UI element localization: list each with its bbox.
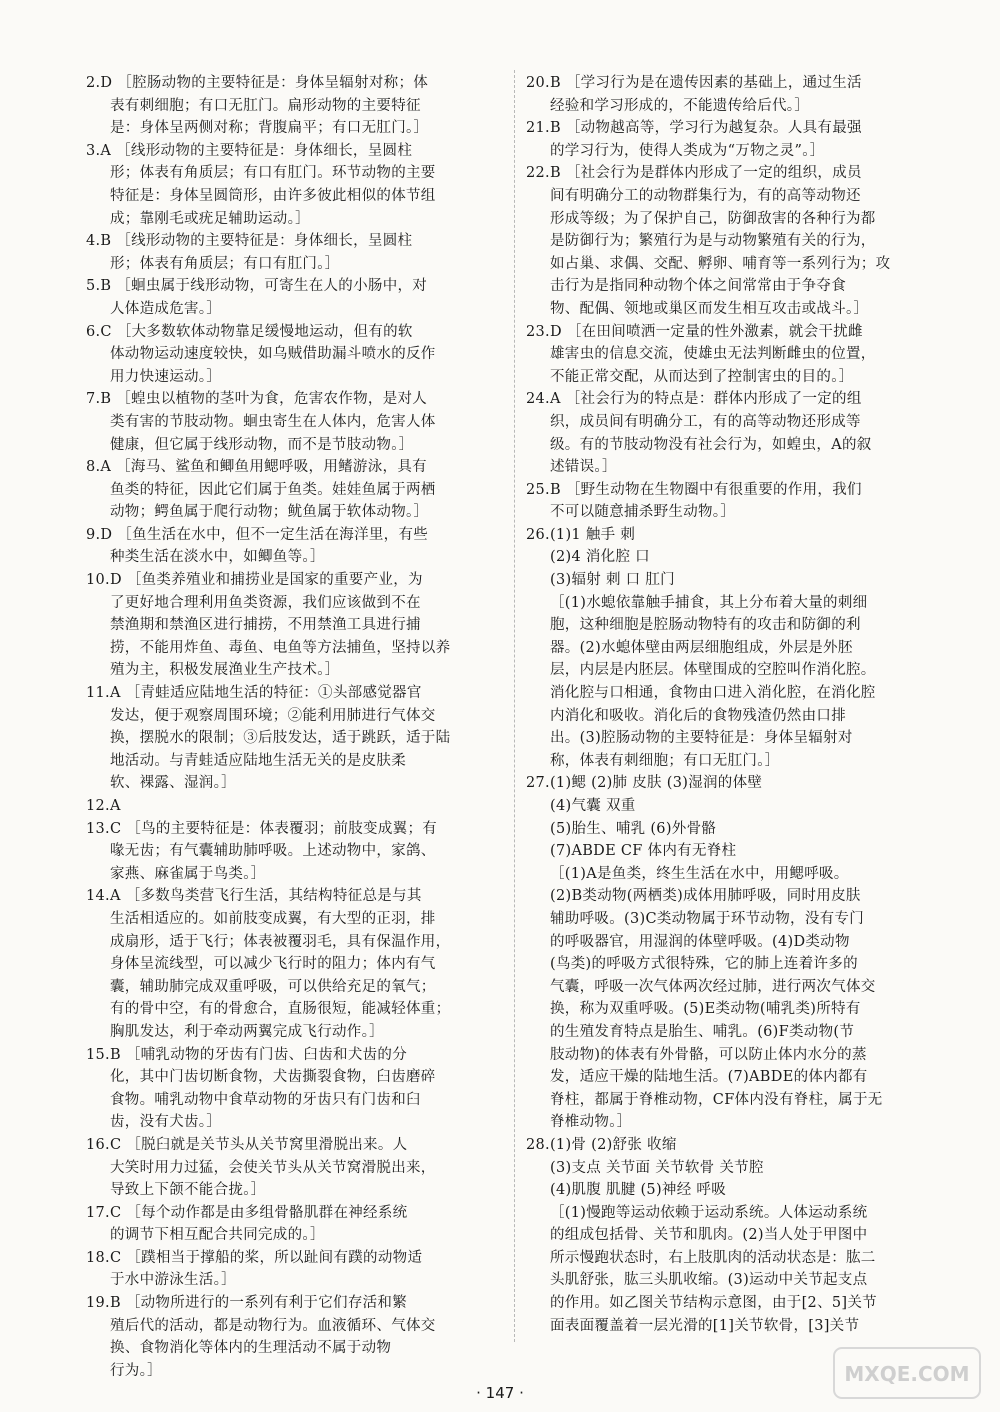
answer-line: 10.D ［鱼类养殖业和捕捞业是国家的重要产业，为 [86, 572, 423, 589]
answer-line: 16.C ［脱臼就是关节头从关节窝里滑脱出来。人 [86, 1136, 408, 1153]
answer-line: 3.A ［线形动物的主要特征是：身体细长，呈圆柱 [86, 142, 413, 159]
answer-line: 体动物运动速度较快，如乌贼借助漏斗喷水的反作 [110, 346, 436, 363]
answer-line: (7)ABDE CF 体内有无脊柱 [550, 843, 737, 860]
answer-entry [86, 524, 506, 569]
answer-line: 类有害的节肢动物。蛔虫寄生在人体内，危害人体 [110, 413, 436, 430]
answer-line: 经验和学习形成的，不能遗传给后代。］ [550, 97, 810, 114]
answer-line: 消化腔与口相通，食物由口进入消化腔，在消化腔 [550, 685, 876, 702]
answer-line: 面表面覆盖着一层光滑的[1]关节软骨，[3]关节 [550, 1317, 860, 1334]
answer-line: 6.C ［大多数软体动物靠足缓慢地运动，但有的软 [86, 323, 413, 340]
answer-line: (5)胎生、哺乳 (6)外骨骼 [550, 820, 717, 837]
answer-entry [526, 321, 954, 389]
answer-line: 的组成包括骨、关节和肌肉。(2)当人处于甲图中 [550, 1227, 868, 1244]
watermark-logo [832, 1346, 982, 1400]
answer-line: 囊，辅助肺完成双重呼吸，可以供给充足的氧气； [110, 978, 436, 995]
answer-line: 2.D ［腔肠动物的主要特征是：身体呈辐射对称；体 [86, 75, 429, 91]
page-number: · 147 · [476, 1384, 524, 1402]
answer-line: 19.B ［动物所进行的一系列有利于它们存活和繁 [86, 1295, 408, 1312]
answer-line: 4.B ［线形动物的主要特征是：身体细长，呈圆柱 [86, 233, 413, 250]
answer-line: (4)气囊 双重 [550, 798, 636, 814]
left-column [86, 72, 506, 1382]
answer-line: 化，其中门齿切断食物，犬齿撕裂食物，臼齿磨碎 [110, 1069, 436, 1086]
answer-line: 特征是：身体呈圆筒形，由许多彼此相似的体节组 [110, 187, 436, 204]
answer-line: 述错误。］ [550, 459, 617, 476]
answer-line: 齿，没有犬齿。］ [110, 1114, 222, 1131]
answer-line: 的学习行为，使得人类成为“万物之灵”。］ [550, 142, 825, 159]
answer-line: 形；体表有角质层；有口有肛门。］ [110, 255, 340, 272]
answer-line: 8.A ［海马、鲨鱼和鲫鱼用鳃呼吸，用鳍游泳，具有 [86, 459, 427, 476]
answer-entry [86, 275, 506, 320]
answer-line: 了更好地合理利用鱼类资源，我们应该做到不在 [110, 594, 421, 611]
answer-line: 动物；鳄鱼属于爬行动物；鱿鱼属于软体动物。］ [110, 504, 429, 521]
answer-entry [526, 117, 954, 162]
answer-line: (4)肌腹 肌腱 (5)神经 呼吸 [550, 1182, 727, 1199]
answer-line: 22.B ［社会行为是群体内形成了一定的组织，成员 [526, 165, 862, 182]
answer-line: 软、裸露、湿润。］ [110, 775, 236, 792]
answer-line: 如占巢、求偶、交配、孵卵、哺育等一系列行为；攻 [550, 255, 891, 272]
answer-line: 9.D ［鱼生活在水中，但不一定生活在海洋里，有些 [86, 526, 429, 543]
answer-line: 18.C ［蹼相当于撑船的桨，所以趾间有蹼的动物适 [86, 1249, 423, 1266]
answer-entry [86, 682, 506, 795]
answer-line: ［(1)慢跑等运动依赖于运动系统。人体运动系统 [550, 1204, 868, 1221]
answer-line: 成；靠刚毛或疣足辅助运动。］ [110, 210, 310, 227]
answer-entry [86, 1044, 506, 1134]
answer-line: 健康，但它属于线形动物，而不是节肢动物。］ [110, 436, 414, 453]
answer-line: 21.B ［动物越高等，学习行为越复杂。人具有最强 [526, 120, 862, 137]
answer-line: 肢动物)的体表有外骨骼，可以防止体内水分的蒸 [550, 1046, 867, 1063]
answer-line: 捞，不能用炸鱼、毒鱼、电鱼等方法捕鱼，坚持以养 [110, 639, 451, 656]
column-divider [514, 70, 515, 1342]
svg-text:MXQE.COM: MXQE.COM [844, 1362, 970, 1386]
answer-line: 不可以随意捕杀野生动物。］ [550, 504, 736, 521]
answer-line: 24.A ［社会行为的特点是：群体内形成了一定的组 [526, 391, 862, 408]
answer-line: 5.B ［蛔虫属于线形动物，可寄生在人的小肠中，对 [86, 278, 428, 295]
answer-line: 13.C ［鸟的主要特征是：体表覆羽；前肢变成翼；有 [86, 820, 438, 837]
answer-entry [526, 162, 954, 320]
answer-line: 换、食物消化等体内的生理活动不属于动物 [110, 1340, 392, 1357]
answer-entry [86, 1202, 506, 1247]
answer-line: 20.B ［学习行为是在遗传因素的基础上，通过生活 [526, 75, 862, 91]
answer-entry [86, 1134, 506, 1202]
answer-entry [86, 818, 506, 886]
answer-line: 行为。］ [110, 1362, 162, 1379]
answer-line: 表有刺细胞；有口无肛门。扁形动物的主要特征 [110, 97, 421, 114]
answer-line: 27.(1)鳃 (2)肺 皮肤 (3)湿润的体壁 [526, 775, 763, 792]
answer-line: 发达，便于观察周围环境；②能利用肺进行气体交 [110, 707, 436, 724]
answer-line: 物、配偶、领地或巢区而发生相互攻击或战斗。］ [550, 300, 869, 317]
answer-line: ［(1)水螅依靠触手捕食，其上分布着大量的刺细 [550, 594, 868, 611]
answer-line: 于水中游泳生活。］ [110, 1272, 236, 1289]
answer-line: 食物。哺乳动物中食草动物的牙齿只有门齿和臼 [110, 1091, 421, 1108]
answer-entry [86, 569, 506, 682]
answer-line: 12.A [86, 798, 121, 814]
answer-line: 是防御行为；繁殖行为是与动物繁殖有关的行为， [550, 233, 876, 250]
answer-line: 胞，这种细胞是腔肠动物特有的攻击和防御的利 [550, 617, 861, 634]
answer-line: 气囊，呼吸一次气体两次经过肺，进行两次气体交 [550, 978, 876, 995]
answer-line: 出。(3)腔肠动物的主要特征是：身体呈辐射对 [550, 730, 853, 747]
answer-line: 的调节下相互配合共同完成的。］ [110, 1227, 325, 1244]
answer-line: 大笑时用力过猛，会使关节头从关节窝滑脱出来， [110, 1159, 436, 1176]
answer-entry [526, 1134, 954, 1337]
answer-line: 内消化和吸收。消化后的食物残渣仍然由口排 [550, 707, 846, 724]
answer-entry [86, 795, 506, 818]
answer-line: 7.B ［蝗虫以植物的茎叶为食，危害农作物，是对人 [86, 391, 428, 408]
answer-line: 地活动。与青蛙适应陆地生活无关的是皮肤柔 [110, 752, 406, 769]
answer-line: ［(1)A是鱼类，终生生活在水中，用鳃呼吸。 [550, 865, 849, 882]
answer-line: 脊柱，都属于脊椎动物，CF体内没有脊柱，属于无 [550, 1091, 883, 1108]
answer-line: 辅助呼吸。(3)C类动物属于环节动物，没有专门 [550, 910, 865, 927]
answer-line: 鱼类的特征，因此它们属于鱼类。娃娃鱼属于两栖 [110, 481, 436, 498]
answer-entry [86, 1247, 506, 1292]
answer-line: 所示慢跑状态时，右上肢肌肉的活动状态是：肱二 [550, 1249, 876, 1266]
answer-line: 不能正常交配，从而达到了控制害虫的目的。］ [550, 368, 854, 385]
answer-line: 成扇形，适于飞行；体表被覆羽毛，具有保温作用， [110, 933, 451, 950]
answer-line: 生活相适应的。如前肢变成翼，有大型的正羽，排 [110, 910, 436, 927]
answer-entry [526, 479, 954, 524]
answer-line: 是：身体呈两侧对称；背腹扁平；有口无肛门。］ [110, 120, 429, 137]
answer-line: 换，摆脱水的限制；③后肢发达，适于跳跃，适于陆 [110, 730, 451, 747]
answer-line: 用力快速运动。］ [110, 368, 222, 385]
answer-entry [86, 1292, 506, 1382]
answer-entry [86, 456, 506, 524]
answer-line: 雄害虫的信息交流，使雄虫无法判断雌虫的位置， [550, 346, 876, 363]
answer-entry [526, 524, 954, 773]
answer-entry [86, 72, 506, 140]
answer-line: 15.B ［哺乳动物的牙齿有门齿、臼齿和犬齿的分 [86, 1046, 408, 1063]
answer-line: 禁渔期和禁渔区进行捕捞，不用禁渔工具进行捕 [110, 617, 421, 634]
answer-line: 殖后代的活动，都是动物行为。血液循环、气体交 [110, 1317, 436, 1334]
answer-line: (3)辐射 刺 口 肛门 [550, 572, 675, 589]
answer-entry [86, 885, 506, 1043]
answer-line: 脊椎动物。］ [550, 1114, 632, 1131]
answer-line: 28.(1)骨 (2)舒张 收缩 [526, 1136, 677, 1153]
answer-line: (3)支点 关节面 关节软骨 关节腔 [550, 1159, 764, 1176]
answer-entry [526, 772, 954, 1134]
answer-line: 26.(1)1 触手 刺 [526, 526, 636, 543]
answer-line: (鸟类)的呼吸方式很特殊，它的肺上连着许多的 [550, 956, 858, 973]
answer-line: 喙无齿；有气囊辅助肺呼吸。上述动物中，家鸽、 [110, 843, 436, 860]
answer-line: 导致上下颌不能合拢。］ [110, 1182, 266, 1199]
answer-line: 25.B ［野生动物在生物圈中有很重要的作用，我们 [526, 481, 862, 498]
answer-entry [526, 72, 954, 117]
answer-line: 17.C ［每个动作都是由多组骨骼肌群在神经系统 [86, 1204, 408, 1221]
answer-line: 形；体表有角质层；有口有肛门。环节动物的主要 [110, 165, 436, 182]
answer-line: (2)4 消化腔 口 [550, 549, 650, 566]
answer-line: (2)B类动物(两栖类)成体用肺呼吸，同时用皮肤 [550, 888, 861, 905]
answer-line: 人体造成危害。］ [110, 300, 222, 317]
answer-line: 发，适应干燥的陆地生活。(7)ABDE的体内都有 [550, 1069, 868, 1086]
answer-line: 14.A ［多数鸟类营飞行生活，其结构特征总是与其 [86, 888, 422, 905]
answer-line: 有的骨中空，有的骨愈合，直肠很短，能减轻体重； [110, 1001, 451, 1018]
answer-line: 层，内层是内胚层。体壁围成的空腔叫作消化腔。 [550, 662, 876, 679]
right-column [526, 72, 954, 1337]
answer-line: 的作用。如乙图关节结构示意图，由于[2、5]关节 [550, 1295, 877, 1312]
answer-line: 头肌舒张，肱三头肌收缩。(3)运动中关节起支点 [550, 1272, 868, 1289]
answer-line: 器。(2)水螅体壁由两层细胞组成，外层是外胚 [550, 639, 853, 656]
answer-line: 23.D ［在田间喷洒一定量的性外激素，就会干扰雌 [526, 323, 863, 340]
answer-line: 击行为是指同种动物个体之间常常由于争夺食 [550, 278, 846, 295]
answer-line: 的生殖发育特点是胎生、哺乳。(6)F类动物(节 [550, 1023, 855, 1040]
answer-line: 家燕、麻雀属于鸟类。］ [110, 865, 266, 882]
answer-line: 11.A ［青蛙适应陆地生活的特征：①头部感觉器官 [86, 685, 422, 702]
answer-entry [86, 230, 506, 275]
answer-line: 换，称为双重呼吸。(5)E类动物(哺乳类)所特有 [550, 1001, 861, 1018]
answer-line: 的呼吸器官，用湿润的体壁呼吸。(4)D类动物 [550, 933, 850, 950]
answer-line: 殖为主，积极发展渔业生产技术。］ [110, 662, 340, 679]
answer-line: 胸肌发达，利于牵动两翼完成飞行动作。］ [110, 1023, 384, 1040]
answer-line: 级。有的节肢动物没有社会行为，如蝗虫，A的叙 [550, 436, 872, 453]
answer-entry [86, 140, 506, 230]
answer-line: 织，成员间有明确分工，有的高等动物还形成等 [550, 413, 861, 430]
answer-line: 间有明确分工的动物群集行为，有的高等动物还 [550, 187, 861, 204]
answer-entry [86, 388, 506, 456]
answer-entry [86, 321, 506, 389]
answer-line: 称，体表有刺细胞；有口无肛门。］ [550, 752, 780, 769]
answer-entry [526, 388, 954, 478]
answer-line: 种类生活在淡水中，如鲫鱼等。］ [110, 549, 325, 566]
answer-line: 身体呈流线型，可以减少飞行时的阻力；体内有气 [110, 956, 436, 973]
answer-line: 形成等级；为了保护自己，防御敌害的各种行为都 [550, 210, 876, 227]
